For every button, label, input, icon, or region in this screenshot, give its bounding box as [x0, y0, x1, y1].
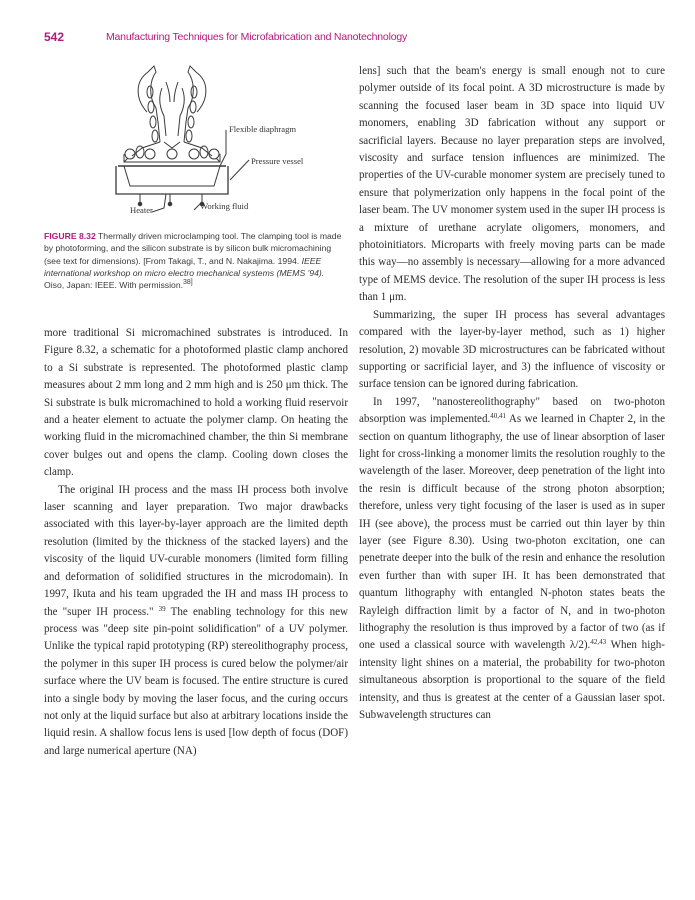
- label-pressure-vessel: Pressure vessel: [251, 156, 304, 166]
- left-paragraph-2: [44, 482, 348, 761]
- caption-journal: IEEE international workshop on micro electro mechanical systems (MEMS '94).: [44, 255, 325, 278]
- page-header: [44, 30, 664, 50]
- label-heater: Heater: [130, 205, 153, 215]
- right-p3-text-b: As we learned in Chapter 2, in the section on quantum lithography, the use of linear absorption of laser light for cross-linking a monomer limits the resolution roughly to the wavelength of the laser. Moreover, deep penetration of the light into the resin is difficult because of the strong photon absorption; therefore, unless very tight focusing of the laser is used as in super IH (see above), the process must be carried out thin layer by thin layer (see Figure 8.30). Using two-photon excitation, one can penetrate deeper into the bulk of the resin and enhance the resolution even further than with super IH. It has been demonstrated that quantum lithography with entangled N-photon states beats the Rayleigh diffraction limit by a factor of N, and in two-photon lithography the resolution is thus improved by a factor of two (as if one used a classical source with wavelength λ/2).: [359, 413, 665, 652]
- left-p2-text-a: The original IH process and the mass IH process both involve laser scanning and layer preparation. Two major drawbacks associated with this layer-by-layer approach are the limited depth resolution (limited by the thickness of the stacked layers) and the viscosity of the liquid UV-curable monomers (limited form filling and deformation of solidified structures in the microdomain). In 1997, Ikuta and his team upgraded the IH and mass IH process to the "super IH process.": [44, 483, 348, 618]
- right-paragraph-2: Summarizing, the super IH process has several advantages compared with the layer-by-layer method, such as 1) higher resolution, 2) movable 3D microstructures can be fabricated without supporting or sacrificial layer, and 3) the influence of viscosity or surface tension can be ignored during fabrication.: [359, 308, 665, 391]
- left-paragraph-1: more traditional Si micromachined substrates is introduced. In Figure 8.32, a schematic for a photoformed plastic clamp anchored to a Si substrate is represented. The photoformed plastic clamp measures about 2 mm long and 2 mm high and is 250 μm thick. The Si substrate is bulk micromachined to hold a working fluid reservoir and a heater element to actuate the polymer clamp. On heating the working fluid in the micromachined chamber, the thin Si membrane cover bulges out and opens the clamp. Cooling down closes the clamp.: [44, 327, 348, 479]
- label-flexible-diaphragm: Flexible diaphragm: [229, 124, 297, 134]
- left-p2-ref: 39: [158, 604, 166, 613]
- right-paragraph-3: [359, 394, 665, 725]
- right-paragraph-1: lens] such that the beam's energy is small enough not to cure polymer outside of its focal point. A 3D microstructure is made by scanning the focused laser beam in 3D space into liquid UV monomers, enabling 3D fabrication without any support or sacrificial layers. Because no layer preparation steps are involved, viscosity and surface tension influences are minimized. The properties of the UV-curable monomer system are precisely tuned to ensure that polymerization only happens in the focal point of the laser beam. The UV monomer system used in the super IH process is a mixture of urethane acrylate oligomers, monomers, and photoinitiators. Microparts with freely moving parts can be made this way—no assembly is necessary—allowing for a more advanced type of MEMS device. The resolution of the super IH process is less than 1 μm.: [359, 65, 665, 304]
- figure-caption: [44, 230, 346, 291]
- microclamp-diagram: [44, 62, 344, 226]
- caption-ref: 38]: [183, 279, 193, 287]
- pressure-vessel: [116, 166, 228, 194]
- clamp-fingers: [132, 66, 212, 158]
- right-p3-ref-2: 42,43: [590, 638, 607, 647]
- running-head: Manufacturing Techniques for Microfabrication and Nanotechnology: [106, 31, 408, 43]
- right-p3-ref-1: 40,41: [490, 412, 506, 421]
- page-number: 542: [44, 30, 65, 44]
- right-column: [359, 63, 665, 724]
- right-p3-text-c: When high-intensity light shines on a material, the probability for two-photon simultaneous absorption is proportional to the square of the field intensity, and thus is greatest at the center of a Gaussian laser spot. Subwavelength structures can: [359, 639, 665, 722]
- caption-label: FIGURE 8.32: [44, 231, 96, 241]
- left-column: [44, 325, 348, 760]
- figure-8-32: [44, 62, 344, 226]
- left-p2-text-b: The enabling technology for this new process was "deep site pin-point solidification" of a UV polymer. Unlike the typical rapid prototyping (RP) stereolithography process, the polymer in this super IH process is cured below the polymer/air surface where the UV beam is focused. The entire structure is cured into a single body by moving the laser focus, and the curing occurs not only at the liquid surface but also at arbitrary locations inside the liquid resin. A shallow focus lens is used [low depth of focus (DOF) and large numerical aperture (NA): [44, 605, 349, 757]
- caption-tail: Oiso, Japan: IEEE. With permission.: [44, 280, 184, 291]
- label-working-fluid: Working fluid: [200, 201, 249, 211]
- caption-text: Thermally driven microclamping tool. The clamping tool is made by photoforming, and the silicon substrate is by silicon bulk micromachining (see text for dimensions). [From Takagi, T., and N. Nakajima. 1994.: [44, 231, 342, 266]
- right-p3-text-a: In 1997, "nanostereolithography" based on two-photon absorption was implemented.: [359, 395, 665, 426]
